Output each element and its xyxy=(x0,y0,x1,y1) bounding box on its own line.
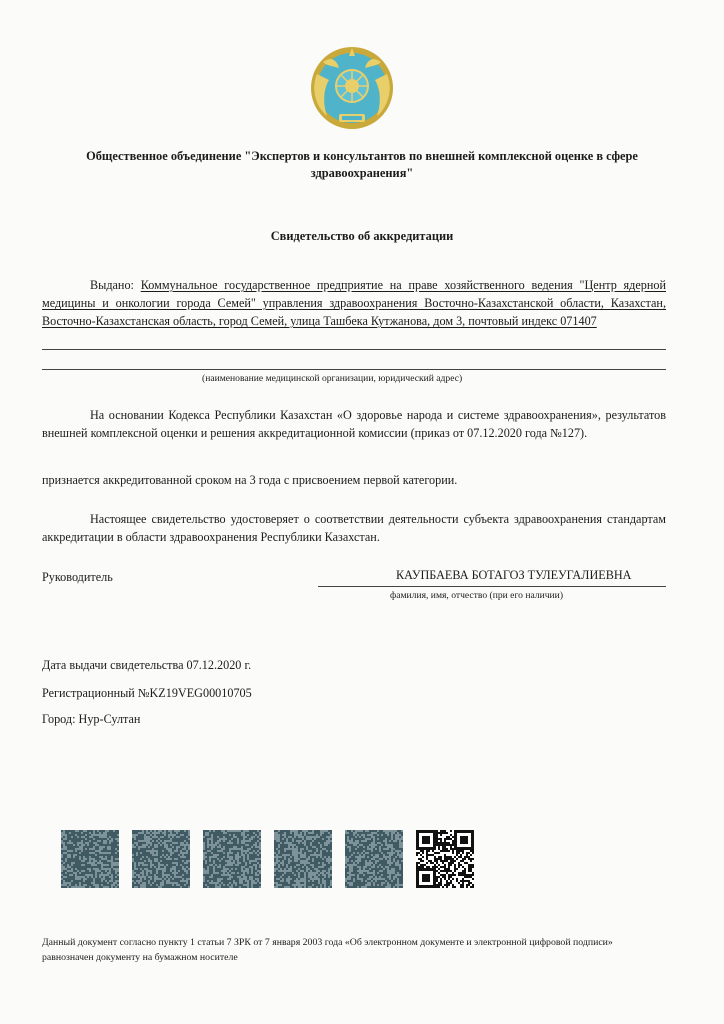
certify-paragraph: Настоящее свидетельство удостоверяет о соответствии деятельности субъекта здравоохранения стандартам аккредитации в области здравоохранения Республики Казахстан. xyxy=(42,512,666,544)
name-caption: фамилия, имя, отчество (при его наличии) xyxy=(390,590,564,601)
data-matrix-code-1 xyxy=(61,830,119,888)
organization-caption: (наименование медицинской организации, юридический адрес) xyxy=(202,373,463,384)
organization-title: Общественное объединение "Экспертов и консультантов по внешней комплексной оценке в сфере здравоохранения" xyxy=(86,149,638,180)
data-matrix-code-2 xyxy=(132,830,190,888)
data-matrix-code-5 xyxy=(345,830,403,888)
head-label: Руководитель xyxy=(42,570,113,584)
data-matrix-code-3 xyxy=(203,830,261,888)
document-title: Свидетельство об аккредитации xyxy=(270,229,454,243)
issued-label: Выдано: xyxy=(90,278,134,292)
qr-code xyxy=(416,830,474,888)
data-matrix-code-4 xyxy=(274,830,332,888)
head-name: КАУПБАЕВА БОТАГОЗ ТУЛЕУГАЛИЕВНА xyxy=(396,568,632,582)
recognized-paragraph: признается аккредитованной сроком на 3 года с присвоением первой категории. xyxy=(42,473,458,487)
registration-number: Регистрационный №KZ19VEG00010705 xyxy=(42,686,252,700)
city: Город: Нур-Султан xyxy=(42,712,141,726)
basis-paragraph: На основании Кодекса Республики Казахстан «О здоровье народа и системе здравоохранения», результатов внешней комплексной оценки и решения аккредитационной комиссии (приказ от 07.12.2020 года №127). xyxy=(42,408,666,440)
issued-organization: Коммунальное государственное предприятие на праве хозяйственного ведения "Центр ядерной медицины и онкологии города Семей" управления здравоохранения Восточно-Казахстанской области, Казахстан, Восточно-Казахстанская область, город Семей, улица Ташбека Кутжанова, дом 3, почтовый индекс 071407 xyxy=(42,278,667,328)
issue-date: Дата выдачи свидетельства 07.12.2020 г. xyxy=(42,658,252,672)
footer-note: Данный документ согласно пункту 1 статьи 7 ЗРК от 7 января 2003 года «Об электронном документе и электронной цифровой подписи» равнозначен документу на бумажном носителе xyxy=(42,937,613,963)
